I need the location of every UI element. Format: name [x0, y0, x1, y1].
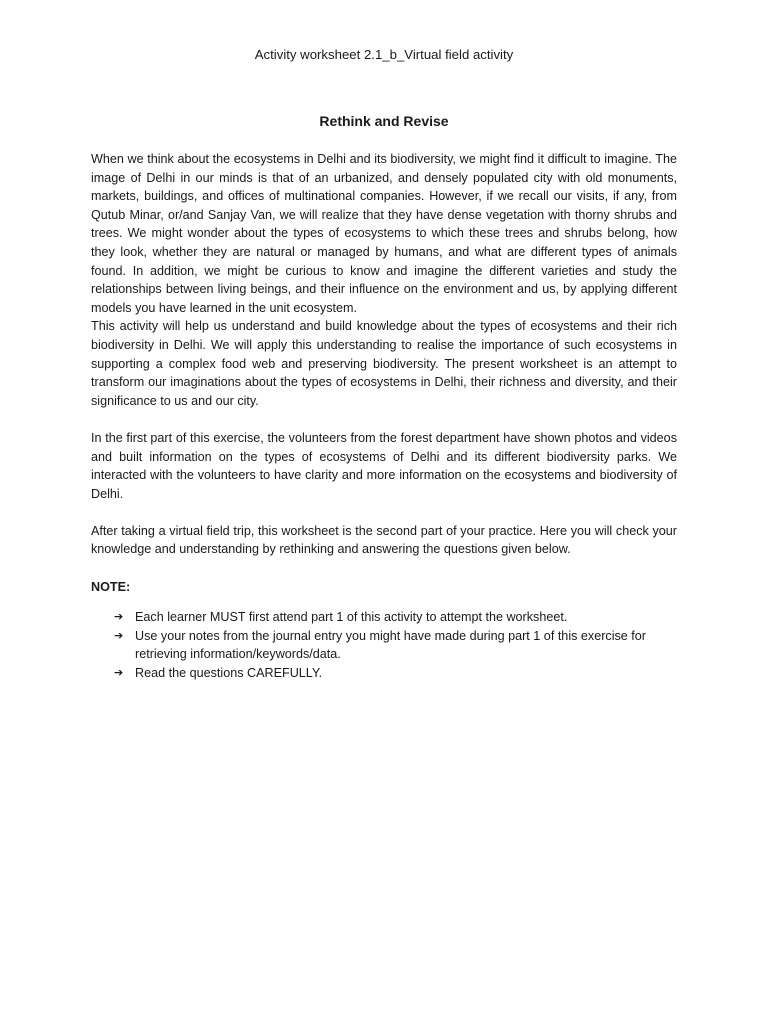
page-title: Rethink and Revise	[319, 113, 449, 129]
note-item-text: Read the questions CAREFULLY.	[135, 666, 323, 681]
note-heading: NOTE:	[91, 579, 131, 594]
note-list	[91, 608, 677, 682]
page-header: Activity worksheet 2.1_b_Virtual field activity	[254, 47, 514, 62]
part-two-paragraph: After taking a virtual field trip, this worksheet is the second part of your practice. Here you will check your knowledge and understanding by rethinking and answering the questions given below.	[91, 523, 677, 557]
intro-paragraph: When we think about the ecosystems in Delhi and its biodiversity, we might find it difficult to imagine. The image of Delhi in our minds is that of an urbanized, and densely populated city with old monuments, markets, buildings, and offices of multinational companies. However, if we recall our visits, if any, from Qutub Minar, or/and Sanjay Van, we will realize that they have dense vegetation with thorny shrubs and trees. We might wonder about the types of ecosystems to which these trees and shrubs belong, how they look, whether they are natural or managed by humans, and what are different types of animals found. In addition, we might be curious to know and imagine the different varieties and study the relationships between living beings, and their influence on the environment and us, by applying different models you have learned in the unit ecosystem.	[91, 152, 677, 315]
paragraph-spacer	[91, 503, 677, 522]
note-item-text: Use your notes from the journal entry you might have made during part 1 of this exercise for retrieving information/keywords/data.	[135, 628, 646, 662]
note-item	[114, 664, 677, 683]
purpose-paragraph: This activity will help us understand and build knowledge about the types of ecosystems and their rich biodiversity in Delhi. We will apply this understanding to realise the importance of such ecosystems in supporting a complex food web and preserving biodiversity. The present worksheet is an attempt to transform our imaginations about the types of ecosystems in Delhi, their richness and diversity, and their significance to us and our city.	[91, 319, 677, 408]
note-item	[114, 608, 677, 627]
paragraph-spacer	[91, 410, 677, 429]
arrow-icon: ➔	[114, 610, 124, 624]
arrow-icon: ➔	[114, 628, 124, 642]
document-body	[91, 150, 677, 683]
paragraph-spacer	[91, 559, 677, 578]
arrow-icon: ➔	[114, 666, 124, 680]
part-one-paragraph: In the first part of this exercise, the volunteers from the forest department have shown photos and videos and built information on the types of ecosystems of Delhi and its different biodiversity parks. We interacted with the volunteers to have clarity and more information on the ecosystems and biodiversity of Delhi.	[91, 430, 677, 501]
note-item-text: Each learner MUST first attend part 1 of this activity to attempt the worksheet.	[135, 610, 568, 625]
note-item	[114, 627, 677, 664]
